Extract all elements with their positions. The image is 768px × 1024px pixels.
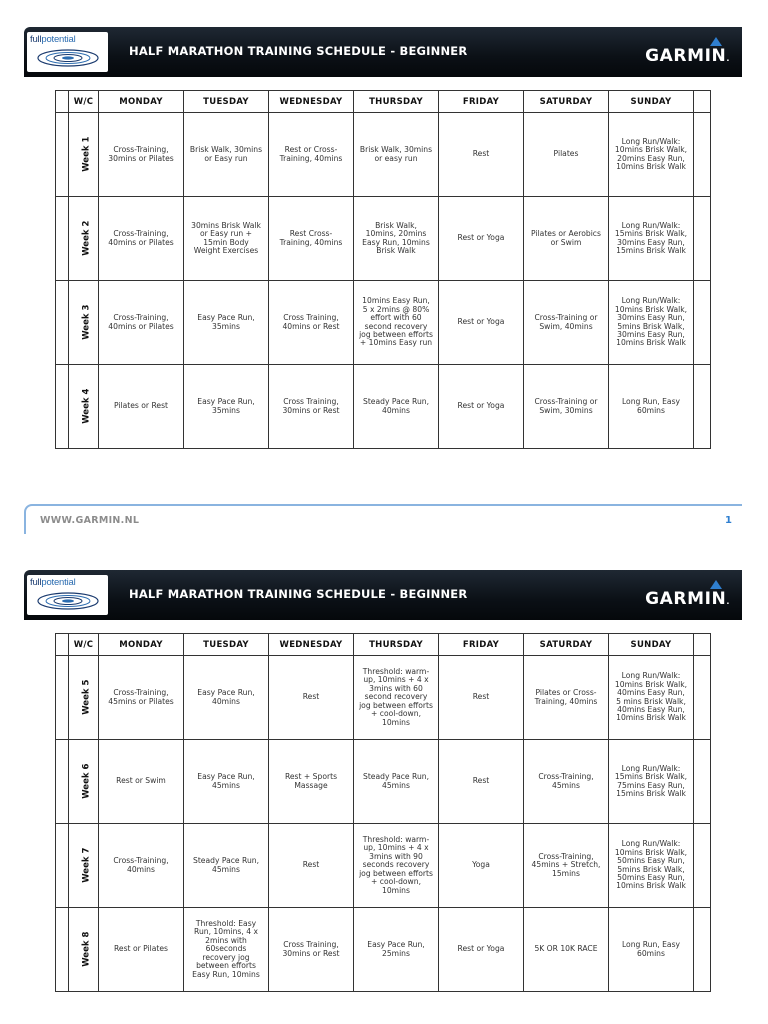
schedule-cell: Rest + Sports Massage [269,740,354,824]
schedule-cell: Cross-Training, 40mins or Pilates [99,197,184,281]
logo-swirl-graphic [31,46,105,70]
garmin-logo: GARMIN. [645,589,730,609]
schedule-cell: Brisk Walk, 30mins or easy run [354,113,439,197]
schedule-cell: Rest [439,113,524,197]
spacer-cell [56,197,69,281]
schedule-cell: Cross Training, 30mins or Rest [269,365,354,449]
week-label-cell [69,908,99,992]
schedule-cell: Long Run/Walk: 15mins Brisk Walk, 75mins Easy Run, 15mins Brisk Walk [609,740,694,824]
schedule-cell: Brisk Walk, 30mins or Easy run [184,113,269,197]
schedule-cell: Rest or Pilates [99,908,184,992]
spacer-cell [694,824,711,908]
week-label: Week 7 [81,847,92,884]
spacer-cell [694,634,711,656]
schedule-cell: Cross-Training, 40mins or Pilates [99,281,184,365]
col-header-friday: FRIDAY [439,91,524,113]
schedule-cell: Long Run/Walk: 10mins Brisk Walk, 50mins Easy Run, 5mins Brisk Walk, 50mins Easy Run, 10mins Brisk Walk [609,824,694,908]
fullpotential-logo: fullpotential [27,32,108,72]
schedule-cell: Pilates or Rest [99,365,184,449]
schedule-cell: Long Run, Easy 60mins [609,365,694,449]
spacer-cell [694,281,711,365]
schedule-cell: Rest Cross-Training, 40mins [269,197,354,281]
week-label: Week 6 [81,763,92,800]
page-header-2 [24,570,742,620]
schedule-cell: Pilates or Cross-Training, 40mins [524,656,609,740]
schedule-cell: Rest or Yoga [439,908,524,992]
spacer-cell [694,908,711,992]
spacer-cell [694,197,711,281]
table-row [56,365,711,449]
table-row [56,656,711,740]
col-header-thursday: THURSDAY [354,91,439,113]
schedule-cell: Easy Pace Run, 45mins [184,740,269,824]
footer-url-link[interactable]: WWW.GARMIN.NL [40,515,140,526]
schedule-cell: Cross-Training, 45mins or Pilates [99,656,184,740]
table-row [56,113,711,197]
schedule-cell: Easy Pace Run, 35mins [184,281,269,365]
garmin-triangle-icon [710,37,722,46]
spacer-cell [694,91,711,113]
schedule-cell: Cross-Training, 30mins or Pilates [99,113,184,197]
schedule-table-page-2 [55,633,711,992]
schedule-cell: Cross-Training, 45mins + Stretch, 15mins [524,824,609,908]
schedule-cell: Rest or Swim [99,740,184,824]
spacer-cell [56,740,69,824]
page-footer [24,504,742,534]
spacer-cell [56,656,69,740]
spacer-cell [694,365,711,449]
col-header-thursday: THURSDAY [354,634,439,656]
table-row [56,281,711,365]
schedule-cell: Easy Pace Run, 35mins [184,365,269,449]
schedule-cell: Rest or Cross-Training, 40mins [269,113,354,197]
schedule-cell: Rest [269,824,354,908]
spacer-cell [56,365,69,449]
week-label-cell [69,113,99,197]
col-header-saturday: SATURDAY [524,634,609,656]
col-header-monday: MONDAY [99,634,184,656]
page-number: 1 [725,515,732,526]
schedule-cell: 5K OR 10K RACE [524,908,609,992]
schedule-cell: Cross-Training, 45mins [524,740,609,824]
spacer-cell [694,656,711,740]
week-label-cell [69,656,99,740]
col-header-wednesday: WEDNESDAY [269,91,354,113]
week-label: Week 3 [81,304,92,341]
schedule-cell: Cross Training, 40mins or Rest [269,281,354,365]
schedule-cell: Rest or Yoga [439,365,524,449]
schedule-cell: Steady Pace Run, 45mins [184,824,269,908]
schedule-cell: Easy Pace Run, 25mins [354,908,439,992]
table-row [56,908,711,992]
page-title: HALF MARATHON TRAINING SCHEDULE - BEGINNER [129,44,468,58]
table-row [56,824,711,908]
table-row [56,740,711,824]
schedule-cell: Threshold: warm-up, 10mins + 4 x 3mins with 90 seconds recovery jog between efforts + cool-down, 10mins [354,824,439,908]
spacer-cell [56,908,69,992]
schedule-cell: Cross Training, 30mins or Rest [269,908,354,992]
schedule-cell: 30mins Brisk Walk or Easy run + 15min Body Weight Exercises [184,197,269,281]
col-header-sunday: SUNDAY [609,634,694,656]
schedule-cell: Rest or Yoga [439,281,524,365]
garmin-triangle-icon [710,580,722,589]
col-header-saturday: SATURDAY [524,91,609,113]
col-header-friday: FRIDAY [439,634,524,656]
schedule-cell: Brisk Walk, 10mins, 20mins Easy Run, 10mins Brisk Walk [354,197,439,281]
schedule-cell: Steady Pace Run, 40mins [354,365,439,449]
col-header-monday: MONDAY [99,91,184,113]
col-header-sunday: SUNDAY [609,91,694,113]
table-header-row [56,91,711,113]
schedule-cell: 10mins Easy Run, 5 x 2mins @ 80% effort with 60 second recovery jog between efforts + 10mins Easy run [354,281,439,365]
col-header-wc: W/C [69,91,99,113]
spacer-cell [56,634,69,656]
schedule-cell: Long Run, Easy 60mins [609,908,694,992]
table-row [56,197,711,281]
schedule-cell: Threshold: Easy Run, 10mins, 4 x 2mins with 60seconds recovery jog between efforts Easy Run, 10mins [184,908,269,992]
week-label: Week 5 [81,679,92,716]
col-header-tuesday: TUESDAY [184,91,269,113]
col-header-tuesday: TUESDAY [184,634,269,656]
garmin-logo: GARMIN. [645,46,730,66]
week-label-cell [69,281,99,365]
page-header-1 [24,27,742,77]
logo-swirl-graphic [31,589,105,613]
schedule-cell: Easy Pace Run, 40mins [184,656,269,740]
schedule-cell: Pilates or Aerobics or Swim [524,197,609,281]
spacer-cell [694,740,711,824]
schedule-cell: Long Run/Walk: 15mins Brisk Walk, 30mins Easy Run, 15mins Brisk Walk [609,197,694,281]
week-label: Week 8 [81,931,92,968]
fullpotential-logo: fullpotential [27,575,108,615]
schedule-cell: Long Run/Walk: 10mins Brisk Walk, 30mins Easy Run, 5mins Brisk Walk, 30mins Easy Run, 10mins Brisk Walk [609,281,694,365]
spacer-cell [56,113,69,197]
schedule-table-page-1 [55,90,711,449]
schedule-cell: Cross-Training or Swim, 30mins [524,365,609,449]
schedule-cell: Long Run/Walk: 10mins Brisk Walk, 20mins Easy Run, 10mins Brisk Walk [609,113,694,197]
week-label: Week 1 [81,136,92,173]
schedule-cell: Cross-Training or Swim, 40mins [524,281,609,365]
week-label-cell [69,197,99,281]
schedule-cell: Long Run/Walk: 10mins Brisk Walk, 40mins Easy Run, 5 mins Brisk Walk, 40mins Easy Run, 10mins Brisk Walk [609,656,694,740]
spacer-cell [56,281,69,365]
week-label-cell [69,740,99,824]
week-label-cell [69,824,99,908]
spacer-cell [694,113,711,197]
schedule-cell: Threshold: warm-up, 10mins + 4 x 3mins with 60 second recovery jog between efforts + cool-down, 10mins [354,656,439,740]
week-label: Week 4 [81,388,92,425]
col-header-wc: W/C [69,634,99,656]
schedule-cell: Pilates [524,113,609,197]
col-header-wednesday: WEDNESDAY [269,634,354,656]
spacer-cell [56,91,69,113]
schedule-cell: Rest [439,740,524,824]
table-header-row [56,634,711,656]
schedule-cell: Rest [269,656,354,740]
week-label-cell [69,365,99,449]
week-label: Week 2 [81,220,92,257]
schedule-cell: Rest or Yoga [439,197,524,281]
schedule-cell: Yoga [439,824,524,908]
schedule-cell: Rest [439,656,524,740]
schedule-cell: Steady Pace Run, 45mins [354,740,439,824]
schedule-cell: Cross-Training, 40mins [99,824,184,908]
spacer-cell [56,824,69,908]
page-title: HALF MARATHON TRAINING SCHEDULE - BEGINNER [129,587,468,601]
